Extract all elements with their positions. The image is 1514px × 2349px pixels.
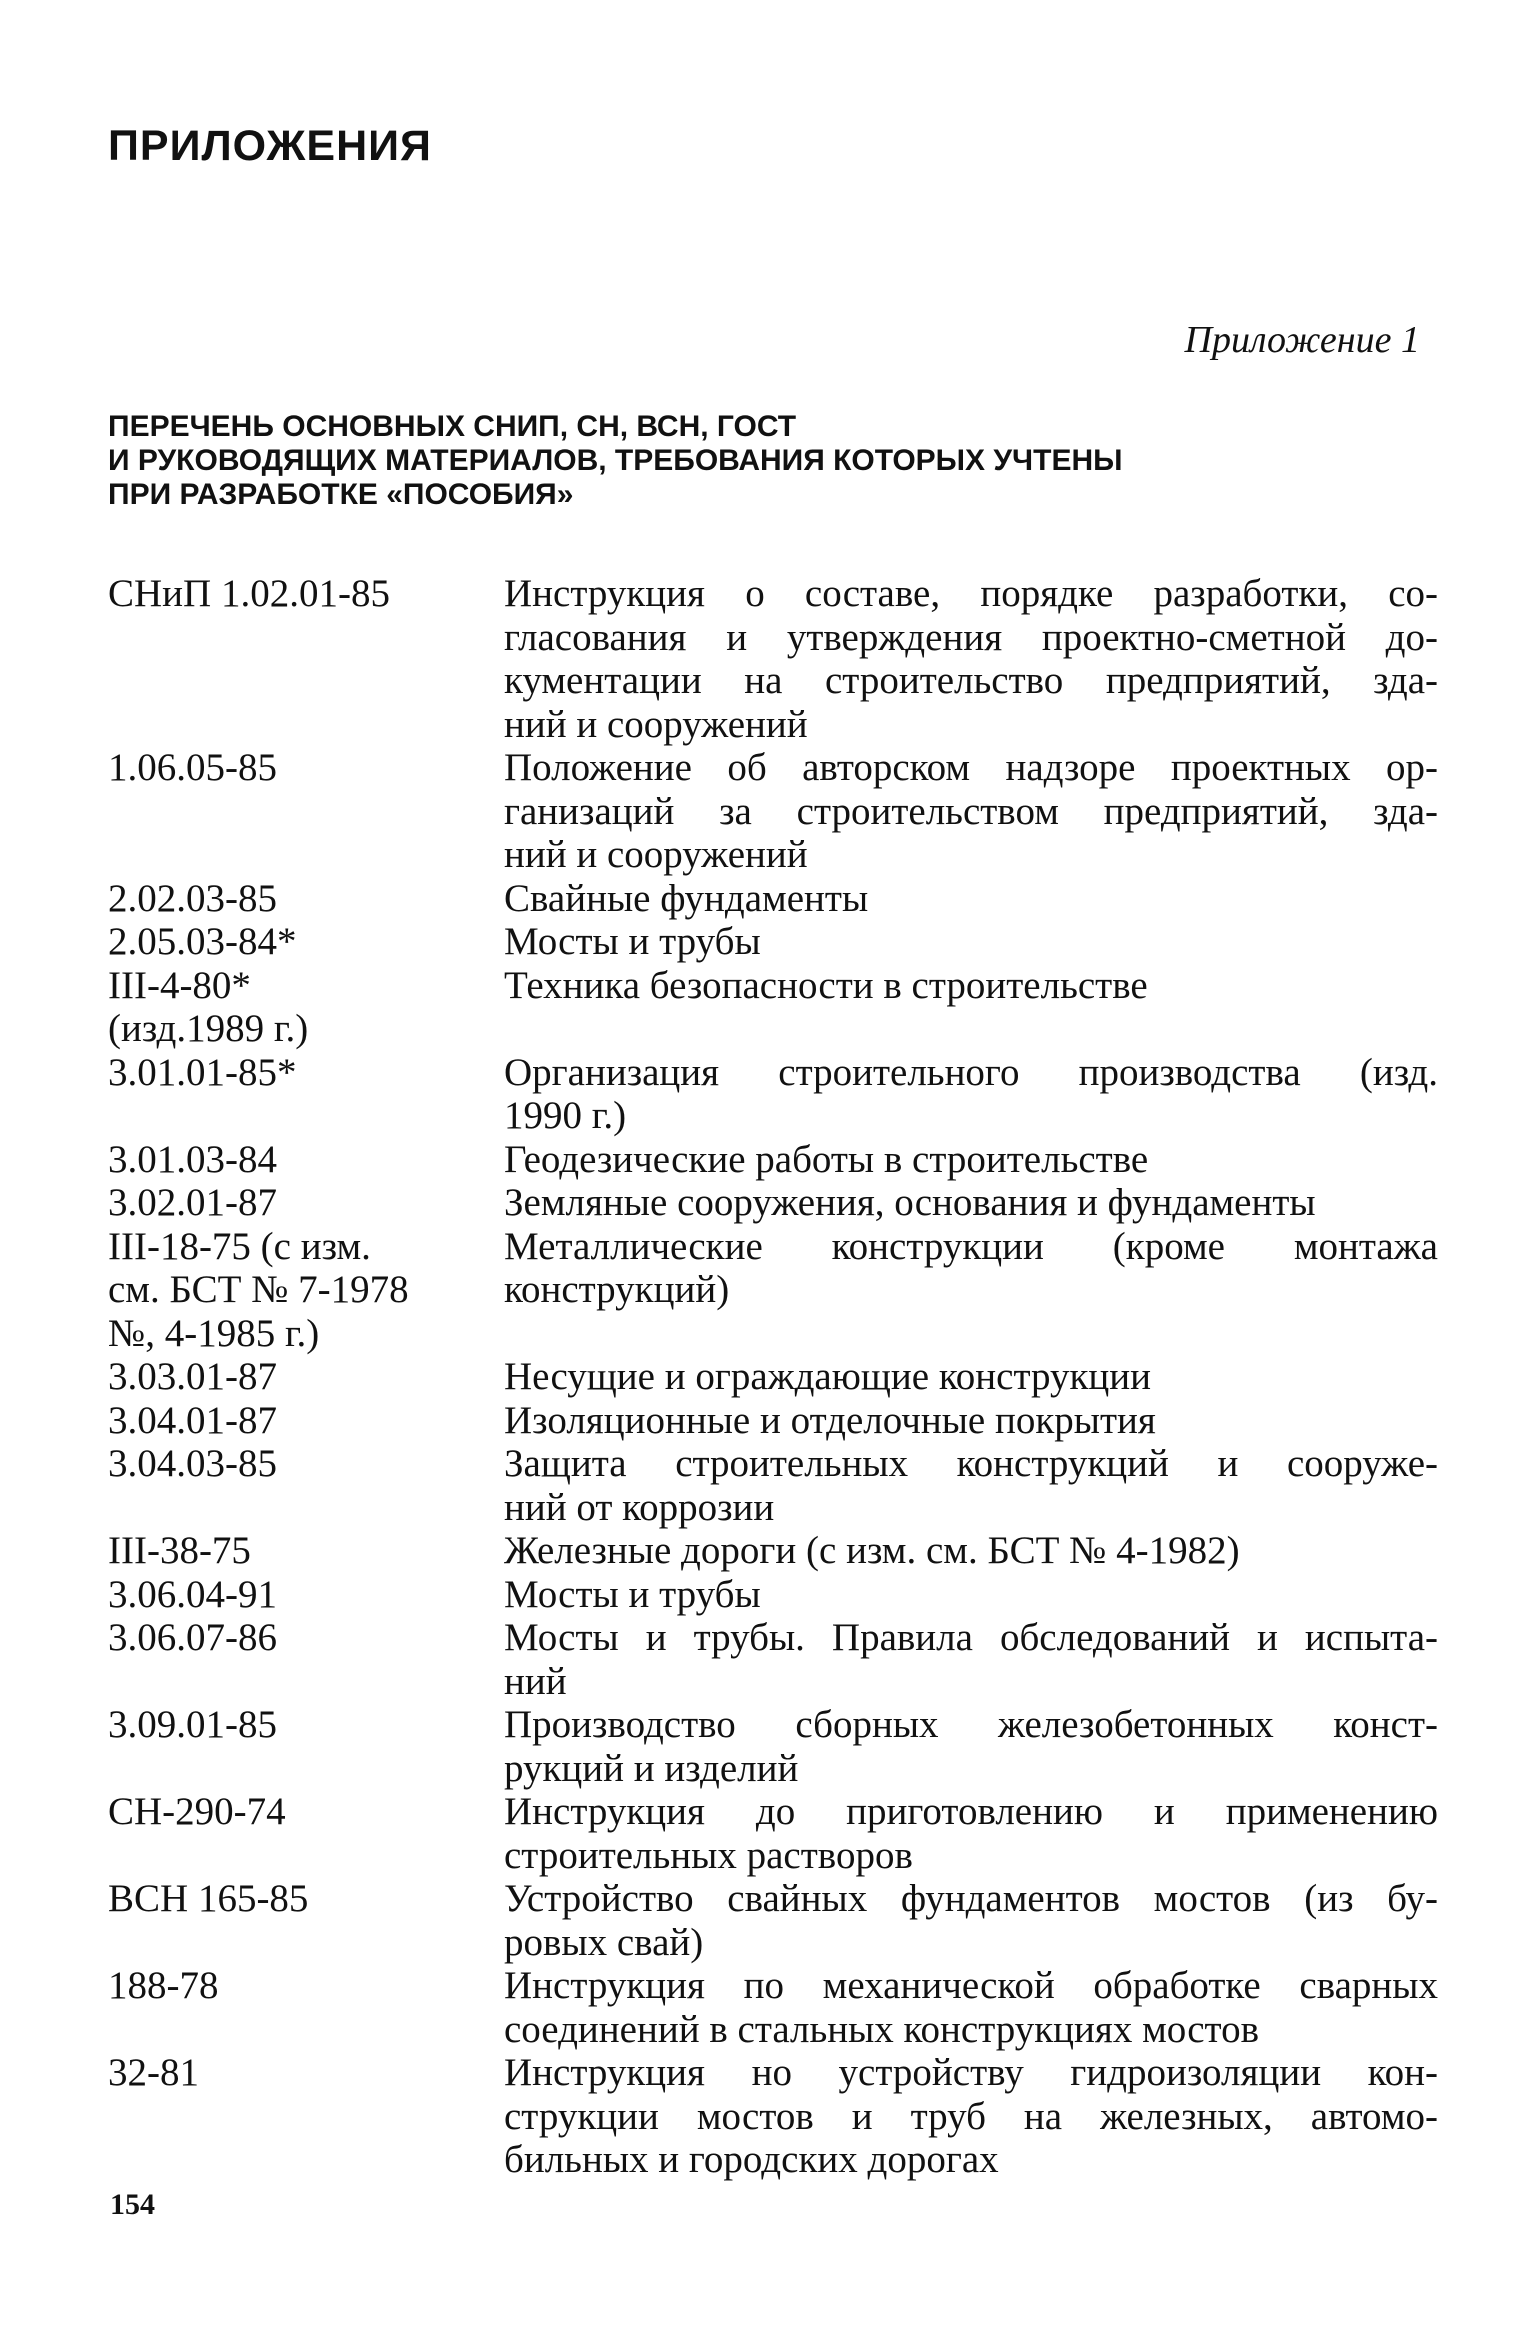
document-code xyxy=(108,746,504,877)
document-description-line: ний от коррозии xyxy=(504,1485,775,1529)
document-description-line: ганизаций за строительством предприятий, зда- xyxy=(504,789,1438,833)
document-description-line: ний и сооружений xyxy=(504,702,808,746)
document-description-line: Инструкция по механической обработке сварных xyxy=(504,1964,1438,2007)
list-entry xyxy=(108,1442,1438,1529)
document-code-line: СНиП 1.02.01-85 xyxy=(108,572,390,615)
document-code xyxy=(108,877,504,921)
list-entry xyxy=(108,1573,1438,1617)
document-description-line: ний и сооружений xyxy=(504,833,808,876)
list-entry xyxy=(108,1355,1438,1399)
document-description-line: Устройство свайных фундаментов мостов (из бу- xyxy=(504,1877,1438,1920)
list-entry xyxy=(108,964,1438,1051)
document-description-line: ний xyxy=(504,1659,567,1703)
document-description-line: рукций и изделий xyxy=(504,1746,799,1790)
document-description xyxy=(504,1573,1438,1617)
document-description xyxy=(504,1355,1438,1399)
document-description xyxy=(504,1877,1438,1964)
standards-list xyxy=(108,572,1438,2182)
list-entry xyxy=(108,1790,1438,1877)
document-description-line: строительных растворов xyxy=(504,1833,913,1877)
document-code-line: 2.05.03-84* xyxy=(108,920,297,963)
document-code-line: СН-290-74 xyxy=(108,1790,286,1833)
document-code-line: 3.04.01-87 xyxy=(108,1398,277,1442)
document-code-line: 188-78 xyxy=(108,1964,219,2007)
document-description-line: Техника безопасности в строительстве xyxy=(504,963,1148,1007)
document-description-line: Инструкция о составе, порядке разработки, со- xyxy=(504,572,1438,615)
document-description-line: кументации на строительство предприятий, зда- xyxy=(504,659,1438,702)
list-entry xyxy=(108,1138,1438,1182)
document-description xyxy=(504,877,1438,921)
document-code xyxy=(108,572,504,746)
document-description-line: Железные дороги (с изм. см. БСТ № 4-1982) xyxy=(504,1529,1240,1572)
document-code xyxy=(108,1355,504,1399)
document-code-line: (изд.1989 г.) xyxy=(108,1007,309,1050)
document-description-line: Мосты и трубы xyxy=(504,920,761,963)
document-code xyxy=(108,1616,504,1703)
document-code-line: III-18-75 (с изм. xyxy=(108,1224,371,1268)
document-description-line: Инструкция до приготовлению и применению xyxy=(504,1790,1438,1833)
document-code xyxy=(108,1442,504,1529)
document-code xyxy=(108,1790,504,1877)
document-description-line: Инструкция но устройству гидроизоляции кон- xyxy=(504,2051,1438,2094)
heading-line: И РУКОВОДЯЩИХ МАТЕРИАЛОВ, ТРЕБОВАНИЯ КОТОРЫХ УЧТЕНЫ xyxy=(108,444,1123,477)
document-code xyxy=(108,1573,504,1617)
list-entry xyxy=(108,1703,1438,1790)
document-description xyxy=(504,1529,1438,1573)
document-code-line: III-4-80* xyxy=(108,963,251,1007)
document-description xyxy=(504,572,1438,746)
list-entry xyxy=(108,746,1438,877)
document-description-line: Защита строительных конструкций и сооруже- xyxy=(504,1442,1438,1485)
document-code-line: 3.06.04-91 xyxy=(108,1572,277,1616)
document-code-line: 3.06.07-86 xyxy=(108,1616,277,1659)
list-entry xyxy=(108,1051,1438,1138)
document-description-line: Металлические конструкции (кроме монтажа xyxy=(504,1224,1438,1268)
document-code xyxy=(108,964,504,1051)
document-description xyxy=(504,1225,1438,1356)
document-code xyxy=(108,1225,504,1356)
document-description xyxy=(504,1616,1438,1703)
document-description xyxy=(504,920,1438,964)
document-description xyxy=(504,2051,1438,2182)
document-code-line: 2.02.03-85 xyxy=(108,876,277,920)
document-code-line: 3.09.01-85 xyxy=(108,1703,277,1746)
document-code-line: 3.02.01-87 xyxy=(108,1181,277,1224)
document-description xyxy=(504,746,1438,877)
document-description xyxy=(504,1399,1438,1443)
list-entry xyxy=(108,1181,1438,1225)
document-code-line: 3.01.03-84 xyxy=(108,1137,277,1181)
document-description-line: бильных и городских дорогах xyxy=(504,2138,999,2181)
document-description-line: Положение об авторском надзоре проектных ор- xyxy=(504,746,1438,789)
document-code-line: 1.06.05-85 xyxy=(108,746,277,789)
document-code-line: см. БСТ № 7-1978 xyxy=(108,1268,409,1311)
document-description xyxy=(504,1964,1438,2051)
appendix-label: Приложение 1 xyxy=(1184,319,1420,361)
document-code xyxy=(108,1877,504,1964)
document-code-line: №, 4-1985 г.) xyxy=(108,1311,320,1355)
document-code xyxy=(108,1138,504,1182)
document-description-line: Производство сборных железобетонных конст- xyxy=(504,1703,1438,1746)
document-description xyxy=(504,1051,1438,1138)
document-description xyxy=(504,1790,1438,1877)
document-description xyxy=(504,1442,1438,1529)
document-description-line: Геодезические работы в строительстве xyxy=(504,1137,1149,1181)
document-description-line: Земляные сооружения, основания и фундаменты xyxy=(504,1181,1316,1224)
document-description-line: Несущие и ограждающие конструкции xyxy=(504,1355,1152,1398)
heading-line: ПЕРЕЧЕНЬ ОСНОВНЫХ СНИП, СН, ВСН, ГОСТ xyxy=(108,410,797,443)
list-entry xyxy=(108,1529,1438,1573)
document-code xyxy=(108,1529,504,1573)
list-entry xyxy=(108,1399,1438,1443)
document-description xyxy=(504,1138,1438,1182)
list-entry xyxy=(108,1225,1438,1356)
document-description xyxy=(504,1703,1438,1790)
document-code-line: ВСН 165-85 xyxy=(108,1877,309,1920)
document-description-line: 1990 г.) xyxy=(504,1094,627,1137)
list-entry xyxy=(108,1616,1438,1703)
document-code xyxy=(108,1964,504,2051)
document-code-line: 3.01.01-85* xyxy=(108,1050,297,1094)
document-description xyxy=(504,1181,1438,1225)
document-code-line: III-38-75 xyxy=(108,1529,251,1572)
document-description-line: Мосты и трубы xyxy=(504,1572,761,1616)
document-description-line: конструкций) xyxy=(504,1268,730,1311)
document-description-line: Изоляционные и отделочные покрытия xyxy=(504,1398,1156,1442)
page-number: 154 xyxy=(110,2188,155,2221)
document-description-line: ровых свай) xyxy=(504,1920,704,1964)
document-description-line: Организация строительного производства (изд. xyxy=(504,1050,1438,1094)
document-description-line: Свайные фундаменты xyxy=(504,876,869,920)
document-code xyxy=(108,1703,504,1790)
document-description-line: струкции мостов и труб на железных, автомо- xyxy=(504,2094,1438,2138)
section-title: ПРИЛОЖЕНИЯ xyxy=(108,122,432,170)
list-entry xyxy=(108,1877,1438,1964)
document-description xyxy=(504,964,1438,1051)
list-entry xyxy=(108,1964,1438,2051)
list-heading xyxy=(108,410,1123,512)
document-code xyxy=(108,1399,504,1443)
document-code xyxy=(108,1051,504,1138)
list-entry xyxy=(108,920,1438,964)
document-code xyxy=(108,2051,504,2182)
document-code xyxy=(108,1181,504,1225)
heading-line: ПРИ РАЗРАБОТКЕ «ПОСОБИЯ» xyxy=(108,478,574,511)
list-entry xyxy=(108,877,1438,921)
document-description-line: соединений в стальных конструкциях мостов xyxy=(504,2007,1259,2051)
document-description-line: гласования и утверждения проектно-сметной до- xyxy=(504,615,1438,659)
document-code-line: 3.04.03-85 xyxy=(108,1442,277,1485)
list-entry xyxy=(108,572,1438,746)
document-code-line: 3.03.01-87 xyxy=(108,1355,277,1398)
document-code-line: 32-81 xyxy=(108,2051,199,2094)
document-code xyxy=(108,920,504,964)
list-entry xyxy=(108,2051,1438,2182)
document-description-line: Мосты и трубы. Правила обследований и испыта- xyxy=(504,1616,1438,1659)
